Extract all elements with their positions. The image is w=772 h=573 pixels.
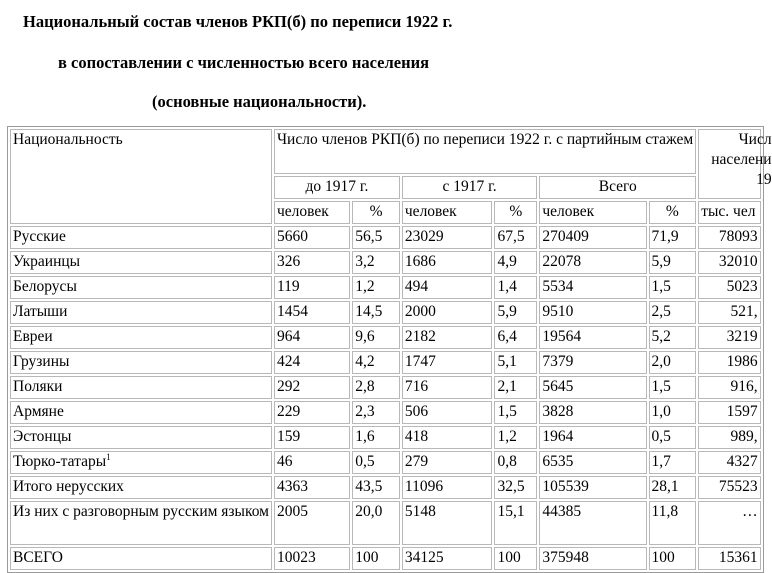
nationality-cell bbox=[10, 276, 272, 299]
nationality-name: Поляки bbox=[13, 378, 63, 395]
value-cell-c3: 6535 bbox=[539, 451, 646, 474]
value-cell-c1: 229 bbox=[274, 401, 350, 424]
nationality-cell bbox=[10, 451, 272, 474]
value-cell-p3: 1,0 bbox=[649, 401, 697, 424]
value-cell-p1: 43,5 bbox=[352, 476, 400, 499]
header-party-members: Число членов РКП(б) по переписи 1922 г. с партийным стажем bbox=[274, 129, 696, 174]
value-cell-p2: 32,5 bbox=[494, 476, 537, 499]
value-cell-p1: 0,5 bbox=[352, 451, 400, 474]
nationality-name: Белорусы bbox=[13, 278, 77, 295]
value-cell-p2: 5,9 bbox=[494, 301, 537, 324]
value-cell-c3: 44385 bbox=[539, 501, 646, 545]
value-cell-c3: 19564 bbox=[539, 326, 646, 349]
value-cell-c1: 4363 bbox=[274, 476, 350, 499]
table-row-total bbox=[10, 547, 761, 570]
nationality-name: Итого нерусских bbox=[13, 478, 124, 495]
header-percent: % bbox=[494, 201, 537, 224]
table-row bbox=[10, 276, 761, 299]
value-cell-p1: 56,5 bbox=[352, 226, 400, 249]
value-cell-c3: 3828 bbox=[539, 401, 646, 424]
value-cell-p3: 1,5 bbox=[649, 276, 697, 299]
nationality-name: Русские bbox=[13, 228, 66, 245]
value-cell-pop: 521, bbox=[698, 301, 760, 324]
nationality-cell bbox=[10, 301, 272, 324]
value-cell-p1: 4,2 bbox=[352, 351, 400, 374]
value-cell-p1: 14,5 bbox=[352, 301, 400, 324]
value-cell-p2: 67,5 bbox=[494, 226, 537, 249]
value-cell-pop: 78093 bbox=[698, 226, 760, 249]
title-line-1: Национальный состав членов РКП(б) по переписи 1922 г. bbox=[23, 12, 453, 31]
header-before-1917: до 1917 г. bbox=[274, 176, 400, 199]
value-cell-p1: 100 bbox=[352, 547, 400, 570]
value-cell-pop: 1597 bbox=[698, 401, 760, 424]
value-cell-p3: 2,5 bbox=[649, 301, 697, 324]
value-cell-pop: 75523 bbox=[698, 476, 760, 499]
value-cell-p2: 1,2 bbox=[494, 426, 537, 449]
value-cell-c1: 159 bbox=[274, 426, 350, 449]
table-row bbox=[10, 326, 761, 349]
title-line-3: (основные национальности). bbox=[152, 92, 367, 111]
value-cell-c1: 119 bbox=[274, 276, 350, 299]
header-people: человек bbox=[539, 201, 646, 224]
value-cell-c2: 11096 bbox=[402, 476, 493, 499]
nationality-name: Грузины bbox=[13, 353, 70, 370]
value-cell-c3: 270409 bbox=[539, 226, 646, 249]
value-cell-p3: 28,1 bbox=[649, 476, 697, 499]
table-row bbox=[10, 251, 761, 274]
value-cell-pop: 15361 bbox=[698, 547, 760, 570]
value-cell-c3: 5534 bbox=[539, 276, 646, 299]
nationality-cell bbox=[10, 426, 272, 449]
header-thousand: тыс. чел bbox=[698, 201, 760, 224]
nationality-cell bbox=[10, 326, 272, 349]
table-row bbox=[10, 451, 761, 474]
value-cell-c1: 292 bbox=[274, 376, 350, 399]
value-cell-c3: 22078 bbox=[539, 251, 646, 274]
nationality-name: Тюрко-татары bbox=[13, 453, 107, 470]
nationality-name: Евреи bbox=[13, 328, 53, 345]
nationality-cell bbox=[10, 376, 272, 399]
value-cell-c2: 494 bbox=[402, 276, 493, 299]
header-population: Числ населени 19 bbox=[698, 129, 760, 199]
value-cell-c3: 1964 bbox=[539, 426, 646, 449]
header-row-1 bbox=[10, 129, 761, 174]
nationality-name: Армяне bbox=[13, 403, 64, 420]
footnote-marker: 1 bbox=[106, 452, 111, 462]
value-cell-c2: 5148 bbox=[402, 501, 493, 545]
value-cell-p3: 5,9 bbox=[649, 251, 697, 274]
nationality-cell bbox=[10, 401, 272, 424]
value-cell-c3: 375948 bbox=[539, 547, 646, 570]
value-cell-p1: 2,3 bbox=[352, 401, 400, 424]
value-cell-c1: 5660 bbox=[274, 226, 350, 249]
header-percent: % bbox=[649, 201, 697, 224]
table-row bbox=[10, 351, 761, 374]
table-row bbox=[10, 476, 761, 499]
value-cell-p2: 1,5 bbox=[494, 401, 537, 424]
table-row bbox=[10, 376, 761, 399]
header-total: Всего bbox=[539, 176, 696, 199]
value-cell-pop: 5023 bbox=[698, 276, 760, 299]
value-cell-p3: 0,5 bbox=[649, 426, 697, 449]
value-cell-c1: 326 bbox=[274, 251, 350, 274]
table-row bbox=[10, 401, 761, 424]
nationality-cell bbox=[10, 351, 272, 374]
value-cell-c1: 10023 bbox=[274, 547, 350, 570]
value-cell-c1: 964 bbox=[274, 326, 350, 349]
value-cell-p1: 3,2 bbox=[352, 251, 400, 274]
value-cell-pop: 989, bbox=[698, 426, 760, 449]
value-cell-pop: 3219 bbox=[698, 326, 760, 349]
nationality-cell bbox=[10, 251, 272, 274]
nationality-cell bbox=[10, 476, 272, 499]
value-cell-c3: 5645 bbox=[539, 376, 646, 399]
value-cell-p2: 100 bbox=[494, 547, 537, 570]
nationality-name: Эстонцы bbox=[13, 428, 72, 445]
header-since-1917: с 1917 г. bbox=[402, 176, 537, 199]
table-row-russian-speaking bbox=[10, 501, 761, 545]
value-cell-p2: 4,9 bbox=[494, 251, 537, 274]
value-cell-p3: 71,9 bbox=[649, 226, 697, 249]
value-cell-p3: 11,8 bbox=[649, 501, 697, 545]
value-cell-pop: … bbox=[698, 501, 760, 545]
value-cell-p3: 1,5 bbox=[649, 376, 697, 399]
value-cell-p1: 1,6 bbox=[352, 426, 400, 449]
value-cell-c1: 424 bbox=[274, 351, 350, 374]
value-cell-c2: 2182 bbox=[402, 326, 493, 349]
value-cell-c1: 2005 bbox=[274, 501, 350, 545]
value-cell-p2: 6,4 bbox=[494, 326, 537, 349]
title-line-2: в сопоставлении с численностью всего населения bbox=[58, 53, 430, 72]
header-percent: % bbox=[352, 201, 400, 224]
value-cell-c2: 2000 bbox=[402, 301, 493, 324]
value-cell-c2: 418 bbox=[402, 426, 493, 449]
value-cell-pop: 916, bbox=[698, 376, 760, 399]
value-cell-p2: 2,1 bbox=[494, 376, 537, 399]
value-cell-c1: 1454 bbox=[274, 301, 350, 324]
value-cell-pop: 4327 bbox=[698, 451, 760, 474]
value-cell-c1: 46 bbox=[274, 451, 350, 474]
value-cell-p2: 15,1 bbox=[494, 501, 537, 545]
value-cell-c3: 9510 bbox=[539, 301, 646, 324]
header-people: человек bbox=[274, 201, 350, 224]
value-cell-p2: 5,1 bbox=[494, 351, 537, 374]
table-row bbox=[10, 426, 761, 449]
value-cell-pop: 32010 bbox=[698, 251, 760, 274]
nationality-cell: Из них с разговорным русским языком bbox=[10, 501, 272, 545]
value-cell-c3: 105539 bbox=[539, 476, 646, 499]
nationality-cell: ВСЕГО bbox=[10, 547, 272, 570]
value-cell-p3: 5,2 bbox=[649, 326, 697, 349]
value-cell-p1: 20,0 bbox=[352, 501, 400, 545]
value-cell-p3: 1,7 bbox=[649, 451, 697, 474]
value-cell-p2: 0,8 bbox=[494, 451, 537, 474]
value-cell-p3: 100 bbox=[649, 547, 697, 570]
nationality-cell bbox=[10, 226, 272, 249]
value-cell-c2: 279 bbox=[402, 451, 493, 474]
value-cell-p1: 9,6 bbox=[352, 326, 400, 349]
value-cell-c2: 23029 bbox=[402, 226, 493, 249]
value-cell-p2: 1,4 bbox=[494, 276, 537, 299]
value-cell-p3: 2,0 bbox=[649, 351, 697, 374]
value-cell-p1: 1,2 bbox=[352, 276, 400, 299]
value-cell-c2: 716 bbox=[402, 376, 493, 399]
header-nationality: Национальность bbox=[10, 129, 272, 224]
value-cell-c2: 1686 bbox=[402, 251, 493, 274]
value-cell-c2: 1747 bbox=[402, 351, 493, 374]
nationality-name: Латыши bbox=[13, 303, 68, 320]
value-cell-pop: 1986 bbox=[698, 351, 760, 374]
value-cell-c2: 506 bbox=[402, 401, 493, 424]
value-cell-c2: 34125 bbox=[402, 547, 493, 570]
table-row bbox=[10, 301, 761, 324]
value-cell-p1: 2,8 bbox=[352, 376, 400, 399]
header-people: человек bbox=[402, 201, 493, 224]
value-cell-c3: 7379 bbox=[539, 351, 646, 374]
table-row bbox=[10, 226, 761, 249]
nationality-name: Украинцы bbox=[13, 253, 81, 270]
census-table bbox=[7, 126, 772, 573]
